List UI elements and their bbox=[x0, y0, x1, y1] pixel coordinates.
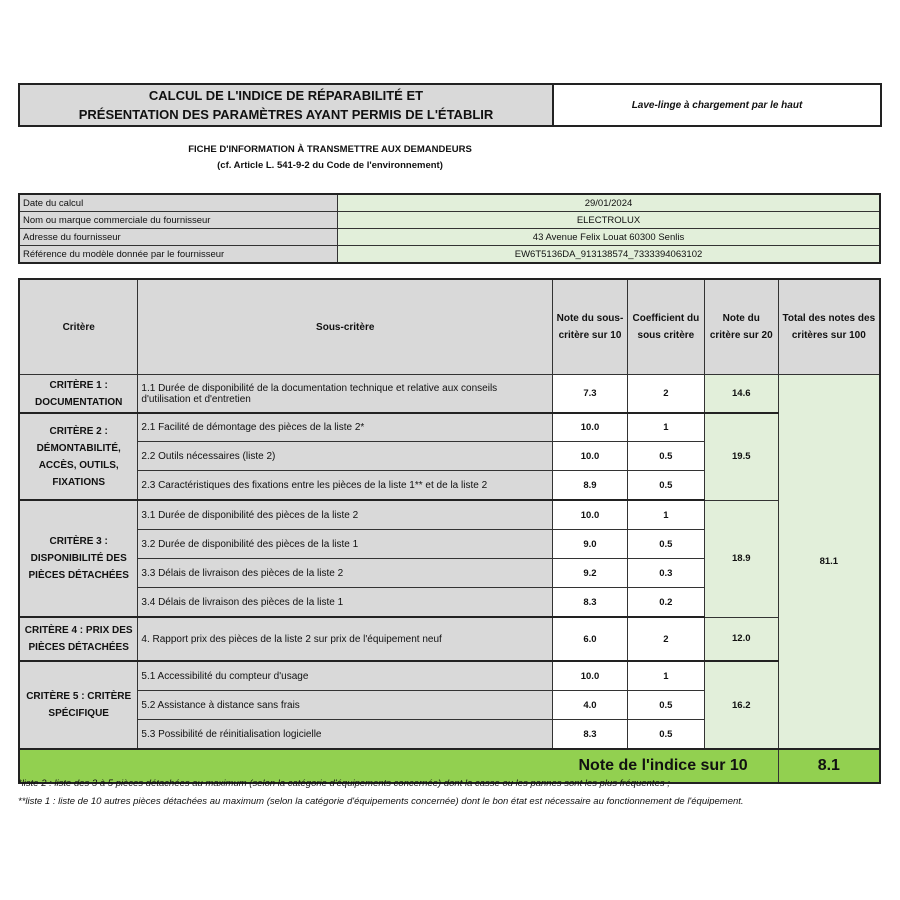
info-label: Référence du modèle donnée par le fournisseur bbox=[19, 246, 338, 264]
sub-criterion-label: 2.2 Outils nécessaires (liste 2) bbox=[138, 442, 553, 471]
fiche-line-1: FICHE D'INFORMATION À TRANSMETTRE AUX DEMANDEURS bbox=[188, 144, 472, 155]
fiche-line-2: (cf. Article L. 541-9-2 du Code de l'environnement) bbox=[217, 160, 443, 171]
sub-criterion-label: 5.3 Possibilité de réinitialisation logicielle bbox=[138, 720, 553, 750]
sub-criterion-label: 3.3 Délais de livraison des pièces de la liste 2 bbox=[138, 559, 553, 588]
sub-criterion-note: 8.3 bbox=[553, 720, 628, 750]
criterion-row bbox=[19, 500, 880, 530]
criterion-note: 16.2 bbox=[704, 661, 778, 749]
sub-criterion-label: 4. Rapport prix des pièces de la liste 2 sur prix de l'équipement neuf bbox=[138, 617, 553, 661]
sub-criterion-note: 8.9 bbox=[553, 471, 628, 501]
col-sous-critere: Sous-critère bbox=[138, 279, 553, 375]
sub-criterion-coefficient: 1 bbox=[627, 661, 704, 691]
info-value: 43 Avenue Felix Louat 60300 Senlis bbox=[338, 229, 881, 246]
sub-criterion-label: 2.3 Caractéristiques des fixations entre les pièces de la liste 1** et de la liste 2 bbox=[138, 471, 553, 501]
sub-criterion-note: 10.0 bbox=[553, 442, 628, 471]
footnote-liste-2: *liste 2 : liste des 3 à 5 pièces détachées au maximum (selon la catégorie d'équipements concernée) dont la casse ou les pannes sont les plus fréquentes ; bbox=[18, 778, 670, 789]
sub-criterion-coefficient: 0.5 bbox=[627, 471, 704, 501]
repairability-table bbox=[18, 278, 881, 784]
criterion-name: CRITÈRE 4 : PRIX DES PIÈCES DÉTACHÉES bbox=[19, 617, 138, 661]
total-score-100: 81.1 bbox=[778, 375, 880, 750]
sub-criterion-coefficient: 1 bbox=[627, 413, 704, 442]
info-label: Nom ou marque commerciale du fournisseur bbox=[19, 212, 338, 229]
col-total: Total des notes des critères sur 100 bbox=[778, 279, 880, 375]
criterion-name: CRITÈRE 5 : CRITÈRE SPÉCIFIQUE bbox=[19, 661, 138, 749]
col-note-sous: Note du sous-critère sur 10 bbox=[553, 279, 628, 375]
info-row bbox=[19, 194, 880, 212]
criterion-row bbox=[19, 375, 880, 414]
footnote-liste-1: **liste 1 : liste de 10 autres pièces détachées au maximum (selon la catégorie d'équipements concernée) dont le bon état est nécessaire au fonctionnement de l'équipement. bbox=[18, 796, 744, 807]
criterion-note: 19.5 bbox=[704, 413, 778, 500]
info-row bbox=[19, 246, 880, 264]
criterion-row bbox=[19, 413, 880, 442]
final-score-value: 8.1 bbox=[778, 749, 880, 783]
col-coefficient: Coefficient du sous critère bbox=[627, 279, 704, 375]
criterion-note: 14.6 bbox=[704, 375, 778, 414]
sub-criterion-coefficient: 2 bbox=[627, 617, 704, 661]
criterion-row bbox=[19, 661, 880, 691]
sub-criterion-label: 3.1 Durée de disponibilité des pièces de la liste 2 bbox=[138, 500, 553, 530]
sub-criterion-note: 6.0 bbox=[553, 617, 628, 661]
product-type: Lave-linge à chargement par le haut bbox=[554, 83, 882, 127]
sub-criterion-coefficient: 1 bbox=[627, 500, 704, 530]
sub-criterion-coefficient: 0.2 bbox=[627, 588, 704, 618]
sub-criterion-note: 10.0 bbox=[553, 500, 628, 530]
sub-criterion-coefficient: 2 bbox=[627, 375, 704, 414]
final-score-label: Note de l'indice sur 10 bbox=[19, 749, 778, 783]
sub-criterion-label: 2.1 Facilité de démontage des pièces de la liste 2* bbox=[138, 413, 553, 442]
table-header-row bbox=[19, 279, 880, 375]
info-value: ELECTROLUX bbox=[338, 212, 881, 229]
sub-criterion-label: 5.1 Accessibilité du compteur d'usage bbox=[138, 661, 553, 691]
fiche-heading bbox=[100, 142, 560, 174]
sub-criterion-label: 1.1 Durée de disponibilité de la documentation technique et relative aux conseils d'utilisation et d'entretien bbox=[138, 375, 553, 414]
info-label: Date du calcul bbox=[19, 194, 338, 212]
criterion-note: 12.0 bbox=[704, 617, 778, 661]
criterion-name: CRITÈRE 2 : DÉMONTABILITÉ, ACCÈS, OUTILS, FIXATIONS bbox=[19, 413, 138, 500]
title-line-2: PRÉSENTATION DES PARAMÈTRES AYANT PERMIS DE L'ÉTABLIR bbox=[78, 107, 494, 122]
info-label: Adresse du fournisseur bbox=[19, 229, 338, 246]
info-value: 29/01/2024 bbox=[338, 194, 881, 212]
sub-criterion-coefficient: 0.3 bbox=[627, 559, 704, 588]
sub-criterion-note: 9.2 bbox=[553, 559, 628, 588]
sub-criterion-label: 5.2 Assistance à distance sans frais bbox=[138, 691, 553, 720]
sub-criterion-coefficient: 0.5 bbox=[627, 530, 704, 559]
sub-criterion-note: 4.0 bbox=[553, 691, 628, 720]
main-title bbox=[18, 83, 554, 127]
info-row bbox=[19, 229, 880, 246]
sub-criterion-coefficient: 0.5 bbox=[627, 442, 704, 471]
sub-criterion-coefficient: 0.5 bbox=[627, 691, 704, 720]
sub-criterion-label: 3.2 Durée de disponibilité des pièces de la liste 1 bbox=[138, 530, 553, 559]
criterion-row bbox=[19, 617, 880, 661]
sub-criterion-note: 10.0 bbox=[553, 661, 628, 691]
criterion-name: CRITÈRE 1 : DOCUMENTATION bbox=[19, 375, 138, 414]
info-row bbox=[19, 212, 880, 229]
sub-criterion-note: 8.3 bbox=[553, 588, 628, 618]
sub-criterion-note: 7.3 bbox=[553, 375, 628, 414]
sub-criterion-label: 3.4 Délais de livraison des pièces de la liste 1 bbox=[138, 588, 553, 618]
title-line-1: CALCUL DE L'INDICE DE RÉPARABILITÉ ET bbox=[148, 88, 424, 103]
criterion-name: CRITÈRE 3 : DISPONIBILITÉ DES PIÈCES DÉTACHÉES bbox=[19, 500, 138, 617]
info-value: EW6T5136DA_913138574_7333394063102 bbox=[338, 246, 881, 264]
sub-criterion-coefficient: 0.5 bbox=[627, 720, 704, 750]
supplier-info-table bbox=[18, 193, 881, 264]
criterion-note: 18.9 bbox=[704, 500, 778, 617]
col-critere: Critère bbox=[19, 279, 138, 375]
sub-criterion-note: 9.0 bbox=[553, 530, 628, 559]
sub-criterion-note: 10.0 bbox=[553, 413, 628, 442]
col-note-critere: Note du critère sur 20 bbox=[704, 279, 778, 375]
